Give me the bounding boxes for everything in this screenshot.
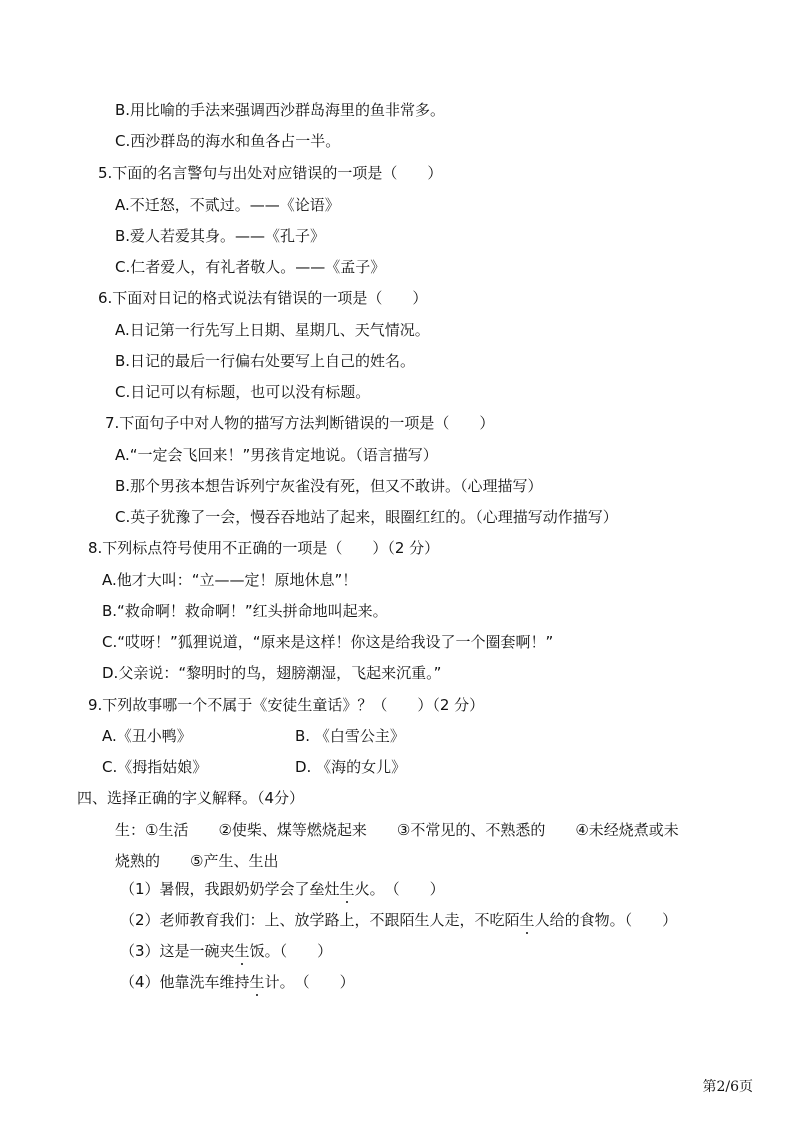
option-9a: A.《丑小鸭》 — [102, 727, 192, 745]
definition-line-2: 烧熟的 ⑤产生、生出 — [115, 852, 279, 870]
subquestion-3: （3）这是一碗夹生饭。（ ） — [120, 942, 333, 960]
option-8a: A.他才大叫：“立——定！原地休息”！ — [102, 571, 358, 589]
option-5c: C.仁者爱人，有礼者敬人。——《孟子》 — [115, 258, 386, 276]
option-7c: C.英子犹豫了一会，慢吞吞地站了起来，眼圈红红的。（心理描写动作描写） — [115, 508, 618, 526]
option-9d: D. 《海的女儿》 — [295, 758, 407, 776]
option-9b: B. 《白雪公主》 — [295, 727, 405, 745]
section-4-title: 四、选择正确的字义解释。（4分） — [77, 789, 305, 807]
question-9-stem: 9.下列故事哪一个不属于《安徒生童话》？（ ）（2 分） — [88, 696, 485, 714]
emphasis-char: 生 — [234, 942, 250, 960]
emphasis-char: 生 — [249, 973, 265, 991]
emphasis-char: 生 — [519, 911, 535, 929]
option-4b: B.用比喻的手法来强调西沙群岛海里的鱼非常多。 — [115, 101, 446, 119]
page-number: 第2/6页 — [702, 1079, 753, 1095]
subquestion-4: （4）他靠洗车维持生计。 （ ） — [120, 973, 355, 991]
option-9c: C.《拇指姑娘》 — [102, 758, 208, 776]
option-7a: A.“一定会飞回来！”男孩肯定地说。（语言描写） — [115, 446, 438, 464]
option-8c: C.“哎呀！”狐狸说道，“原来是这样！你这是给我设了一个圈套啊！” — [102, 633, 554, 651]
option-5b: B.爱人若爱其身。——《孔子》 — [115, 227, 326, 245]
option-6b: B.日记的最后一行偏右处要写上自己的姓名。 — [115, 352, 416, 370]
emphasis-char: 生 — [339, 880, 355, 898]
question-7-stem: 7.下面句子中对人物的描写方法判断错误的一项是（ ） — [105, 414, 495, 432]
option-4c: C.西沙群岛的海水和鱼各占一半。 — [115, 132, 341, 150]
definition-line-1: 生：①生活 ②使柴、煤等燃烧起来 ③不常见的、不熟悉的 ④未经烧煮或未 — [115, 821, 679, 839]
option-6a: A.日记第一行先写上日期、星期几、天气情况。 — [115, 321, 430, 339]
option-5a: A.不迁怒，不贰过。——《论语》 — [115, 196, 340, 214]
option-8b: B.“救命啊！救命啊！”红头拼命地叫起来。 — [102, 602, 388, 620]
option-8d: D.父亲说：“黎明时的鸟，翅膀潮湿，飞起来沉重。” — [102, 664, 442, 682]
option-6c: C.日记可以有标题，也可以没有标题。 — [115, 383, 371, 401]
subquestion-1: （1）暑假，我跟奶奶学会了垒灶生火。 （ ） — [120, 880, 445, 898]
question-5-stem: 5.下面的名言警句与出处对应错误的一项是（ ） — [98, 164, 443, 182]
subquestion-2: （2）老师教育我们：上、放学路上，不跟陌生人走，不吃陌生人给的食物。（ ） — [120, 911, 678, 929]
option-7b: B.那个男孩本想告诉列宁灰雀没有死，但又不敢讲。（心理描写） — [115, 477, 543, 495]
question-6-stem: 6.下面对日记的格式说法有错误的一项是（ ） — [98, 289, 428, 307]
question-8-stem: 8.下列标点符号使用不正确的一项是（ ）（2 分） — [88, 539, 440, 557]
